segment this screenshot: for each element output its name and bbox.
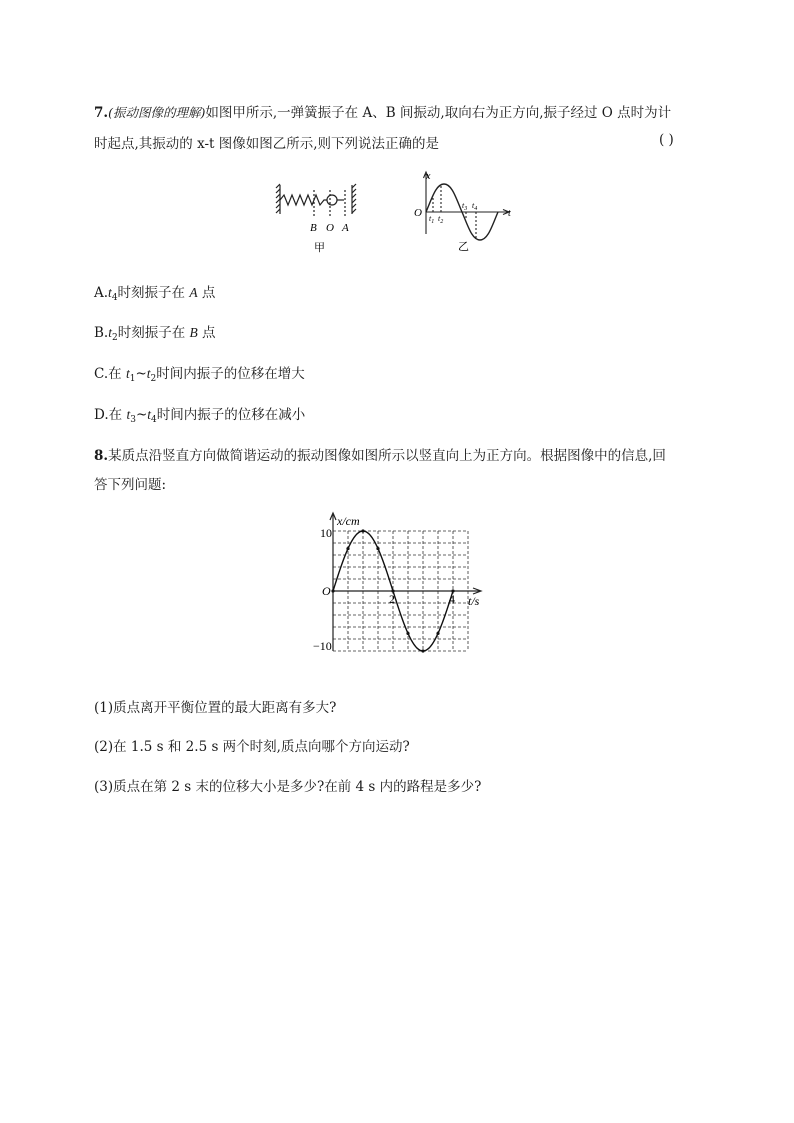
spring — [280, 195, 327, 205]
yi-origin: O — [414, 207, 422, 219]
svg-text:t3: $t_3$ — [462, 201, 468, 212]
q8-question-3: (3)质点在第 2 s 末的位移大小是多少?在前 4 s 内的路程是多少? — [94, 779, 482, 795]
yi-x-label: x — [426, 171, 431, 182]
data-point — [376, 547, 379, 550]
q8-question-2: (2)在 1.5 s 和 2.5 s 两个时刻,质点向哪个方向运动? — [94, 739, 410, 755]
caption-jia: 甲 — [314, 241, 325, 254]
yi-t3: t — [462, 201, 465, 210]
data-point — [406, 632, 409, 635]
svg-text:t1: $t_1$ — [429, 214, 435, 225]
svg-text:t2: $t_2$ — [438, 214, 444, 225]
q7-option-b[interactable]: $B.t_2$时刻振子在 B 点 — [94, 325, 216, 343]
q8-origin: O — [322, 584, 331, 598]
svg-text:t4: $t_4$ — [472, 201, 478, 212]
q7-stem-1: 如图甲所示,一弹簧振子在 A、B 间振动,取向右为正方向,振子经过 O 点时为计 — [205, 105, 672, 121]
q8-line-2 — [94, 473, 166, 493]
q7-answer-paren: ( ) — [659, 132, 674, 148]
q7-option-c[interactable]: C.在 $t_1\sim t_2$时间内振子的位移在增大 — [94, 366, 305, 384]
data-point — [361, 529, 364, 532]
q7-number: 7. — [94, 105, 109, 121]
q8-stem-2: 答下列问题: — [94, 477, 167, 493]
data-point — [421, 649, 424, 652]
label-a: A — [342, 222, 349, 234]
yi-t1: t — [429, 214, 432, 223]
q8-x-axis-label: t/s — [468, 594, 480, 608]
yi-t2: t — [438, 214, 441, 223]
oscillator-ball — [327, 195, 337, 205]
caption-yi: 乙 — [458, 240, 469, 253]
q7-line-2 — [94, 132, 439, 152]
q8-stem-1: 某质点沿竖直方向做简谐运动的振动图像如图所示以竖直向上为正方向。根据图像中的信息,回 — [108, 448, 666, 464]
yi-t4: t — [472, 201, 475, 210]
q8-xt-chart — [308, 508, 493, 660]
q8-xtick-4: 4 — [449, 592, 455, 606]
label-b: B — [310, 222, 317, 234]
q7-tag: (振动图像的理解) — [108, 105, 206, 120]
q8-number: 8. — [94, 448, 109, 464]
q7-option-d[interactable]: D.在 $t_3\sim t_4$时间内振子的位移在减小 — [94, 407, 306, 425]
q8-ytick-10: 10 — [320, 526, 332, 540]
q8-xtick-2: 2 — [389, 592, 395, 606]
q7-figure-yi — [408, 168, 528, 258]
yi-t-label: t — [508, 208, 511, 219]
q8-ytick-neg10: −10 — [313, 639, 332, 653]
q7-figure-jia — [270, 180, 370, 260]
q7-line-1 — [94, 101, 671, 121]
label-o: O — [326, 222, 334, 234]
data-point — [331, 589, 334, 592]
q8-y-axis-label: x/cm — [337, 514, 360, 528]
q8-line-1 — [94, 444, 666, 464]
q7-stem-2: 时起点,其振动的 x-t 图像如图乙所示,则下列说法正确的是 — [94, 136, 440, 152]
q8-question-1: (1)质点离开平衡位置的最大距离有多大? — [94, 700, 337, 716]
data-point — [436, 632, 439, 635]
q7-option-a[interactable]: $A.t_4$时刻振子在 A 点 — [94, 285, 216, 303]
data-point — [346, 547, 349, 550]
